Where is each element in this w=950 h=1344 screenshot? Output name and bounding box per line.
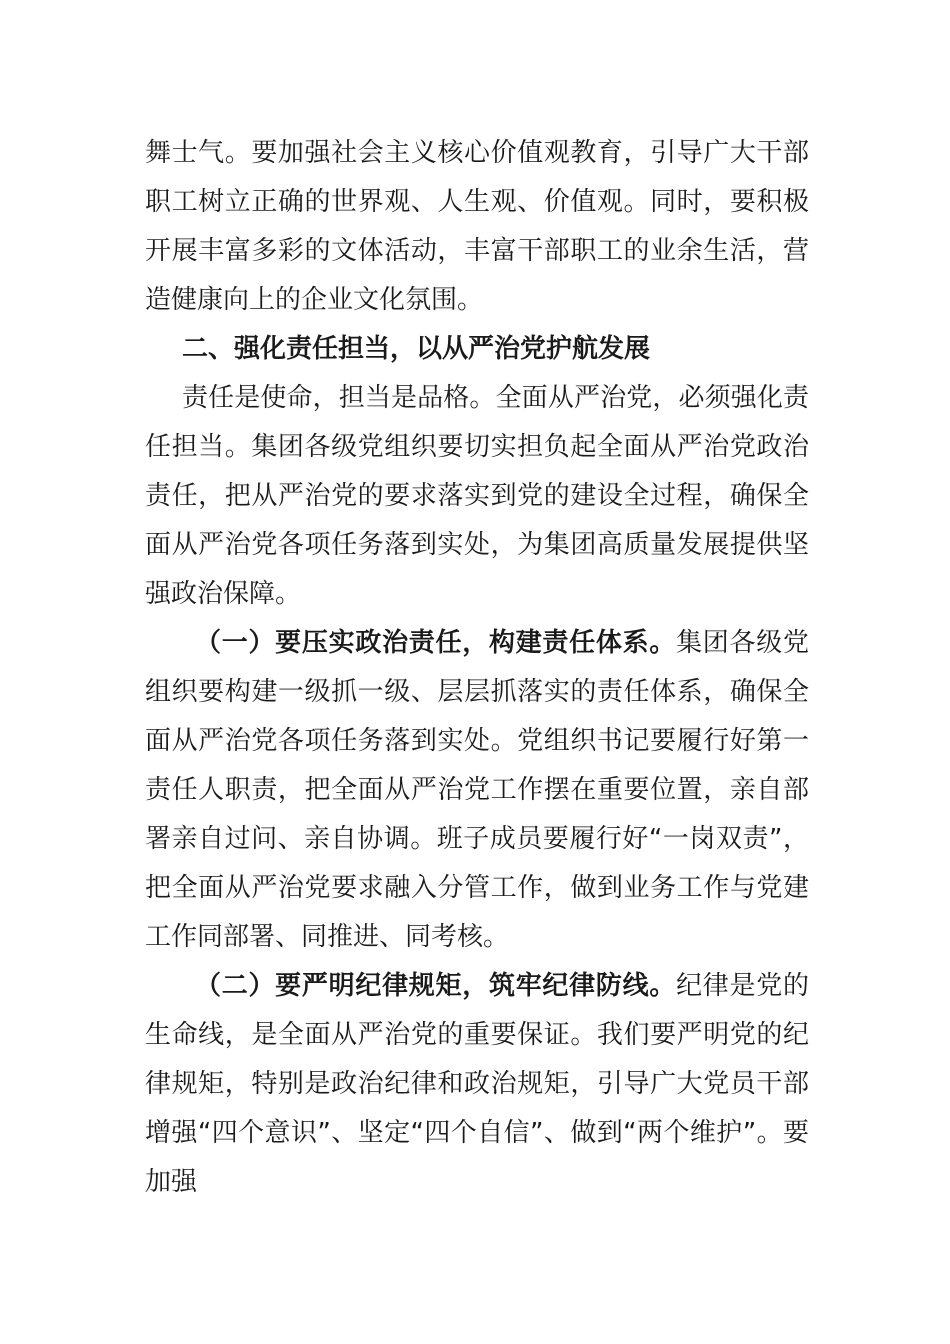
document-body (145, 129, 809, 1207)
item-2-lead: （二）要严明纪律规矩，筑牢纪律防线。 (195, 971, 677, 1001)
section-intro-paragraph: 责任是使命，担当是品格。全面从严治党，必须强化责任担当。集团各级党组织要切实担负起全面从严治党政治责任，把从严治党的要求落实到党的建设全过程，确保全面从严治党各项任务落到实处，为集团高质量发展提供坚强政治保障。 (145, 383, 809, 609)
section-heading: 二、强化责任担当，以从严治党护航发展 (182, 334, 651, 364)
continuation-paragraph: 舞士气。要加强社会主义核心价值观教育，引导广大干部职工树立正确的世界观、人生观、价值观。同时，要积极开展丰富多彩的文体活动，丰富干部职工的业余生活，营造健康向上的企业文化氛围。 (145, 138, 809, 315)
item-1-paragraph (145, 619, 809, 962)
item-1-body: 集团各级党组织要构建一级抓一级、层层抓落实的责任体系，确保全面从严治党各项任务落到实处。党组织书记要履行好第一责任人职责，把全面从严治党工作摆在重要位置，亲自部署亲自过问、亲自协调。班子成员要履行好“一岗双责”，把全面从严治党要求融入分管工作，做到业务工作与党建工作同部署、同推进、同考核。 (145, 628, 809, 952)
item-2-paragraph (145, 962, 809, 1207)
item-2-body: 纪律是党的生命线，是全面从严治党的重要保证。我们要严明党的纪律规矩，特别是政治纪律和政治规矩，引导广大党员干部增强“四个意识”、坚定“四个自信”、做到“两个维护”。要加强 (145, 971, 809, 1197)
item-1-lead: （一）要压实政治责任，构建责任体系。 (195, 628, 677, 658)
